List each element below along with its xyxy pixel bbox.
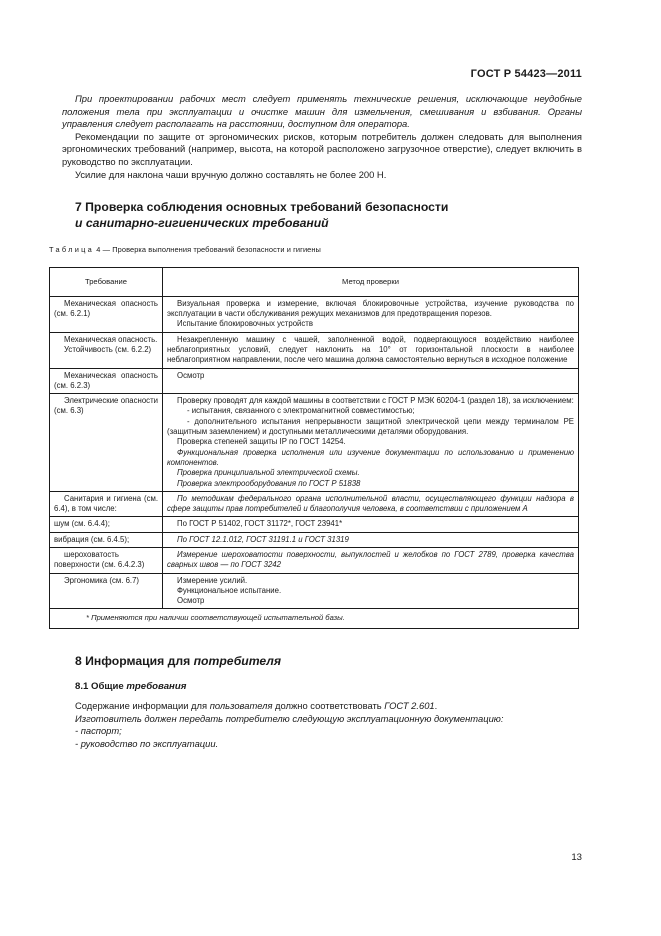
subsection-title-italic: требования — [126, 681, 187, 693]
method-text: Осмотр — [177, 370, 205, 380]
table-row — [50, 532, 579, 547]
method-text: Проверку проводят для каждой машины в соответствии с ГОСТ Р МЭК 60204-1 (раздел 18), за исключением: — [177, 396, 574, 406]
table-caption — [49, 244, 582, 257]
table-header-row — [50, 267, 579, 296]
list-item: - паспорт; — [75, 725, 122, 737]
section-8-paragraph-1 — [62, 700, 582, 713]
section-8-paragraph-2: Изготовитель должен передать потребителю следующую эксплуатационную документацию: — [75, 712, 504, 724]
requirement-cell: Электрические опасности (см. 6.3) — [54, 396, 158, 416]
method-text: - дополнительного испытания непрерывности защитной электрической цепи между терминалом PE (защитным заземлением) и доступными металлическими деталями оборудования. — [167, 416, 574, 437]
method-text: Измерение усилий. — [177, 575, 248, 585]
requirement-cell: Механическая опасность. — [64, 334, 158, 344]
method-text: Проверка степеней защиты IP по ГОСТ 14254. — [177, 437, 346, 447]
method-text: По ГОСТ 12.1.012, ГОСТ 31191.1 и ГОСТ 31319 — [177, 534, 349, 544]
requirement-cell: Эргономика (см. 6.7) — [64, 575, 140, 585]
intro-paragraph-2: Рекомендации по защите от эргономических рисков, которым потребитель должен следовать для выполнения эргономических требований (например, высота, на которой расположено загрузочное отверстие), следует включить в руководство по эксплуатации. — [62, 130, 582, 167]
method-text: По методикам федерального органа исполнительной власти, осуществляющего функции надзора в сфере защиты прав потребителей и благополучия человека, в соответствии с приложением А — [167, 493, 574, 514]
method-text: Функциональное испытание. — [177, 585, 282, 595]
requirement-cell: Санитария и гигиена (см. 6.4), в том числе: — [54, 493, 158, 514]
subsection-8-1-title — [75, 681, 582, 694]
table-row — [50, 547, 579, 573]
method-text: Испытание блокировочных устройств — [177, 319, 314, 329]
table-row — [50, 368, 579, 394]
method-text: Проверка принципиальной электрической схемы. — [177, 468, 360, 478]
text-run: . — [434, 699, 438, 711]
table-footnote-row — [50, 609, 579, 628]
table-row — [50, 491, 579, 517]
requirement-cell: Механическая опасность (см. 6.2.1) — [54, 298, 158, 319]
method-text: Измерение шероховатости поверхности, выпуклостей и желобков по ГОСТ 2789, проверка качества сварных швов — по ГОСТ 3242 — [167, 549, 574, 570]
table-footnote: * Применяются при наличии соответствующей испытательной базы. — [50, 609, 579, 628]
page-content — [49, 93, 582, 750]
list-item: - руководство по эксплуатации. — [75, 737, 219, 749]
table-caption-word: Таблица — [49, 245, 95, 255]
text-run: должно соответствовать — [272, 699, 385, 711]
table-row — [50, 573, 579, 609]
section-8-title-plain: 8 Информация для — [75, 653, 194, 668]
requirement-cell: вибрация (см. 6.4.5); — [54, 534, 130, 544]
column-header-requirement: Требование — [50, 267, 163, 296]
method-text: Визуальная проверка и измерение, включая блокировочные устройства, изучение руководства по эксплуатации в части обслуживания режущих механизмов для предотвращения порезов. — [167, 298, 574, 319]
method-text: Осмотр — [177, 596, 205, 606]
method-text: По ГОСТ Р 51402, ГОСТ 31172*, ГОСТ 23941* — [177, 519, 343, 529]
section-7-title — [75, 200, 582, 231]
section-8-title-italic: потребителя — [193, 653, 282, 668]
section-7-title-line1: 7 Проверка соблюдения основных требований безопасности — [75, 200, 449, 215]
text-run: Содержание информации для — [75, 699, 210, 711]
verification-table — [49, 267, 579, 629]
requirement-cell: шероховатость поверхности (см. 6.4.2.3) — [54, 549, 145, 570]
section-7-title-line2: и санитарно-гигиенических требований — [75, 215, 329, 230]
page-number: 13 — [571, 852, 582, 863]
table-caption-text: 4 — Проверка выполнения требований безопасности и гигиены — [94, 245, 321, 255]
table-row — [50, 517, 579, 532]
requirement-cell: Устойчивость (см. 6.2.2) — [64, 344, 152, 354]
method-text: - испытания, связанного с электромагнитной совместимостью; — [187, 406, 415, 416]
section-8-title — [75, 655, 582, 668]
intro-paragraph-1: При проектировании рабочих мест следует применять технические решения, исключающие неудобные положения тела при эксплуатации и очистке машин для измельчения, смешивания и взбивания. Органы управления следует располагать на расстоянии, доступном для оператора. — [62, 93, 582, 130]
requirement-cell: шум (см. 6.4.4); — [54, 519, 110, 529]
table-row — [50, 296, 579, 332]
text-run: ГОСТ 2.601 — [384, 699, 435, 711]
requirement-cell: Механическая опасность (см. 6.2.3) — [54, 370, 158, 390]
method-text: Проверка электрооборудования по ГОСТ Р 51838 — [177, 478, 361, 488]
method-text: Функциональная проверка исполнения или изучение документации по использованию и применению компонентов. — [167, 447, 574, 467]
table-row — [50, 332, 579, 368]
column-header-method: Метод проверки — [163, 267, 579, 296]
table-row — [50, 394, 579, 492]
method-text: Незакрепленную машину с чашей, заполненной водой, подвергающуюся воздействию наиболее неблагоприятных условий, следует наклонить на 10° от горизонтальной плоскости в наиболее неблагоприятном направлении, после чего машина должна самостоятельно вернуться в исходное положение — [167, 334, 574, 365]
intro-paragraph-3: Усилие для наклона чаши вручную должно составлять не более 200 Н. — [75, 168, 387, 180]
text-run: пользователя — [209, 699, 273, 711]
standard-header: ГОСТ Р 54423—2011 — [470, 68, 582, 80]
subsection-title-plain: 8.1 Общие — [75, 681, 127, 693]
